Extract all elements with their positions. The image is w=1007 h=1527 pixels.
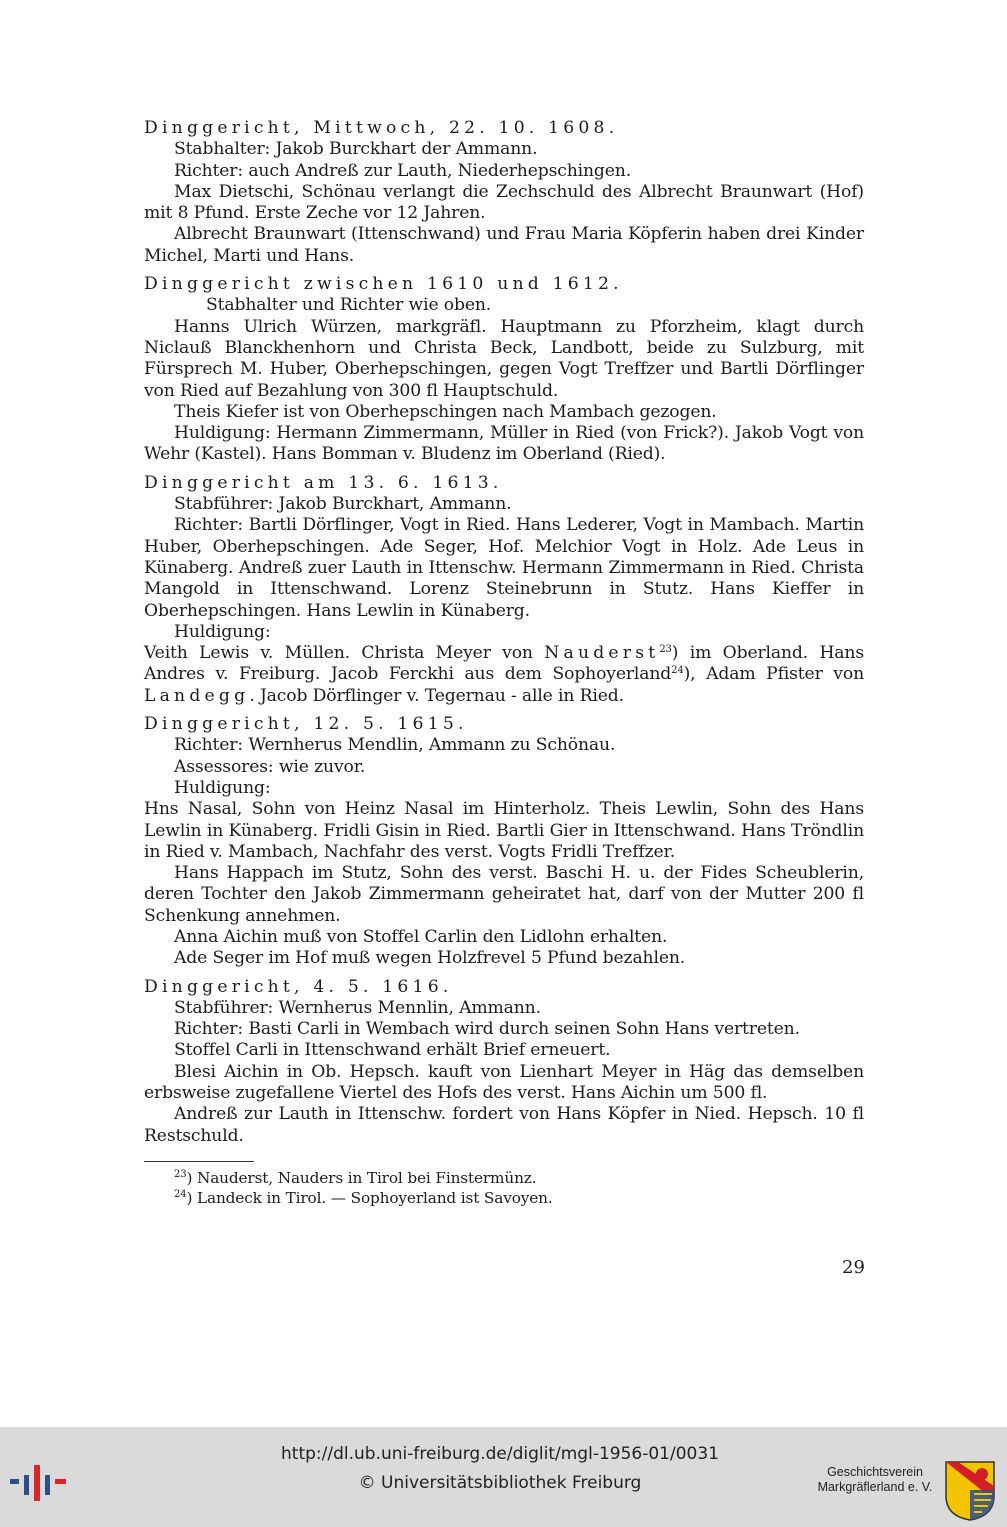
footnote (144, 1168, 864, 1188)
paragraph: Huldigung: Hermann Zimmermann, Müller in Ried (von Frick?). Jakob Vogt von Wehr (Kastel). Hans Bomman v. Bludenz im Oberland (Ried). (144, 423, 864, 465)
paragraph: Max Dietschi, Schönau verlangt die Zechschuld des Albrecht Braunwart (Hof) mit 8 Pfund. Erste Zeche vor 12 Jahren. (144, 181, 864, 224)
paragraph: Albrecht Braunwart (Ittenschwand) und Frau Maria Köpferin haben drei Kinder Michel, Marti und Hans. (144, 224, 864, 266)
footnote-text: ) Landeck in Tirol. — Sophoyerland ist Savoyen. (186, 1188, 553, 1207)
society-name: Geschichtsverein (827, 1465, 923, 1479)
text-run: Veith Lewis v. Müllen. Christa Meyer von (144, 643, 545, 664)
society-name-line2: Markgräflerland e. V. (817, 1480, 933, 1494)
coat-of-arms-icon (944, 1460, 996, 1522)
section-1615 (144, 714, 864, 970)
ub-freiburg-logo-icon[interactable] (10, 1465, 66, 1501)
section-1608 (144, 118, 864, 267)
section-1616 (144, 977, 864, 1147)
paragraph: Stabhalter: Jakob Burckhart der Ammann. (174, 139, 538, 160)
paragraph: Blesi Aichin in Ob. Hepsch. kauft von Lienhart Meyer in Häg das demselben erbsweise zugefallene Viertel des Hofs des verst. Hans Aichin um 500 fl. (144, 1061, 864, 1104)
section-heading: Dinggericht am 13. 6. 1613. (144, 472, 503, 493)
paragraph: Huldigung: (174, 621, 271, 642)
paragraph: Hns Nasal, Sohn von Heinz Nasal im Hinterholz. Theis Lewlin, Sohn des Hans Lewlin in Künaberg. Fridli Gisin in Ried. Bartli Gier in Ittenschwand. Hans Tröndlin in Ried v. Mambach, Nachfahr des verst. Vogts Fridli Treffzer. (144, 799, 864, 862)
section-heading: Dinggericht zwischen 1610 und 1612. (144, 274, 623, 295)
spaced-name: Nauderst (544, 643, 660, 664)
footnote-mark: 24 (174, 1188, 187, 1200)
paragraph: Ade Seger im Hof muß wegen Holzfrevel 5 Pfund bezahlen. (174, 948, 686, 969)
paragraph: Richter: Bartli Dörflinger, Vogt in Ried. Hans Lederer, Vogt in Mambach. Martin Huber, Oberhepschingen. Ade Seger, Hof. Melchior Vogt in Holz. Ade Leus in Künaberg. Andreß zuer Lauth in Ittenschw. Hermann Zimmermann in Ried. Christa Mangold in Ittenschwand. Lorenz Steinebrunn in Stutz. Hans Kieffer in Oberhepschingen. Hans Lewlin in Künaberg. (144, 515, 864, 621)
footnote-ref: 23 (659, 644, 672, 656)
footnote-divider (144, 1161, 254, 1162)
section-1610-1612 (144, 274, 864, 466)
paragraph: Andreß zur Lauth in Ittenschw. fordert von Hans Köpfer in Nied. Hepsch. 10 fl Restschuld. (144, 1104, 864, 1146)
section-1613 (144, 473, 864, 707)
paragraph: Hanns Ulrich Würzen, markgräfl. Hauptmann zu Pforzheim, klagt durch Niclauß Blanckhenhorn und Christa Beck, Landbott, beide zu Sulzburg, mit Fürsprech M. Huber, Oberhepschingen, gegen Vogt Treffzer und Bartli Dörflinger von Ried auf Bezahlung von 300 fl Hauptschuld. (144, 316, 864, 401)
footnote (144, 1188, 864, 1208)
paragraph: Assessores: wie zuvor. (174, 756, 366, 777)
viewer-footer (0, 1427, 1007, 1527)
paragraph: Anna Aichin muß von Stoffel Carlin den Lidlohn erhalten. (174, 926, 668, 947)
paragraph: Richter: Wernherus Mendlin, Ammann zu Schönau. (174, 735, 616, 756)
section-heading: Dinggericht, 12. 5. 1615. (144, 714, 468, 735)
footnote-text: ) Nauderst, Nauders in Tirol bei Finstermünz. (186, 1168, 537, 1187)
text-run: ), Adam Pfister von (683, 664, 864, 685)
paragraph: Hans Happach im Stutz, Sohn des verst. Baschi H. u. der Fides Scheublerin, deren Tochter den Jakob Zimmermann geheiratet hat, darf von der Mutter 200 fl Schenkung annehmen. (144, 863, 864, 926)
footnote-ref: 24 (671, 665, 684, 677)
footnote-mark: 23 (174, 1168, 187, 1180)
paragraph: Stabführer: Jakob Burckhart, Ammann. (174, 494, 512, 515)
document-url[interactable]: http://dl.ub.uni-freiburg.de/diglit/mgl-1956-01/0031 (281, 1444, 719, 1464)
section-heading: Dinggericht, Mittwoch, 22. 10. 1608. (144, 118, 619, 138)
copyright-notice: © Universitätsbibliothek Freiburg (358, 1473, 642, 1493)
spaced-name: Landegg (144, 685, 250, 706)
page-number: 29 (842, 1257, 865, 1278)
paragraph: Huldigung: (174, 777, 271, 798)
section-heading: Dinggericht, 4. 5. 1616. (144, 976, 453, 997)
page-content (144, 118, 864, 1208)
paragraph: Richter: Basti Carli in Wembach wird durch seinen Sohn Hans vertreten. (174, 1019, 800, 1040)
paragraph: Stoffel Carli in Ittenschwand erhält Brief erneuert. (174, 1040, 611, 1061)
paragraph: Stabhalter und Richter wie oben. (206, 295, 492, 316)
text-run: ) im Oberland. Hans Andres v. Freiburg. Jacob Ferckhi aus dem Sophoyerland (144, 643, 864, 685)
text-run: . Jacob Dörflinger v. Tegernau - alle in Ried. (249, 685, 624, 706)
paragraph: Theis Kiefer ist von Oberhepschingen nach Mambach gezogen. (174, 401, 717, 422)
paragraph (144, 643, 864, 707)
paragraph: Richter: auch Andreß zur Lauth, Niederhepschingen. (174, 160, 632, 181)
paragraph: Stabführer: Wernherus Mennlin, Ammann. (174, 997, 541, 1018)
